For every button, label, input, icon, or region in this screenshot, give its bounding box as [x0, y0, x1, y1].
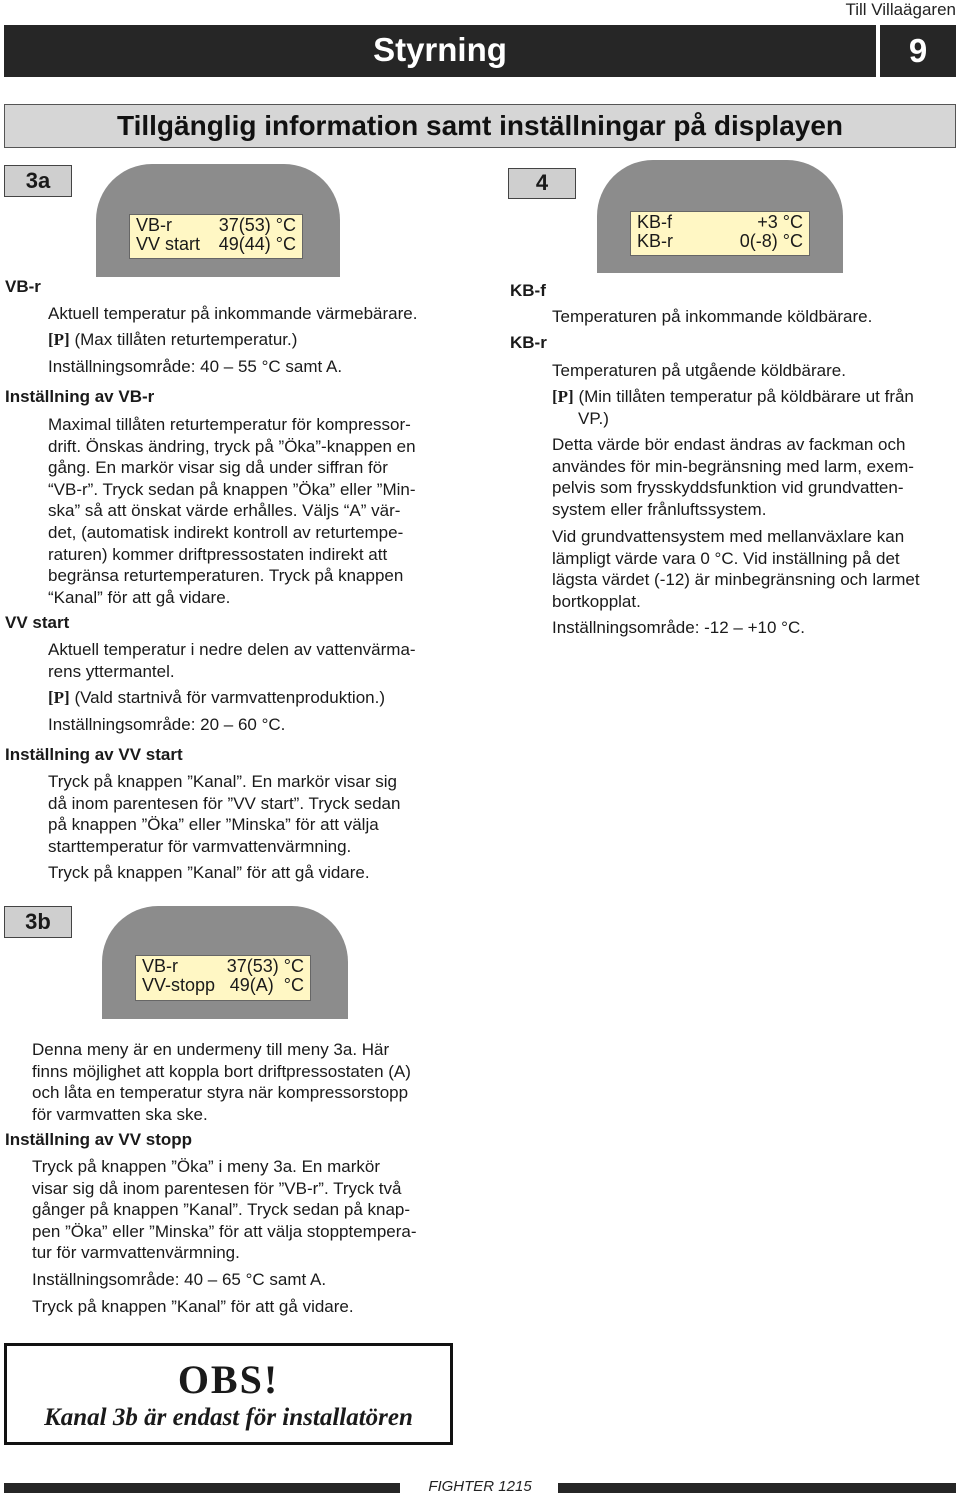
text-line: och låta en temperatur styra när kompressorstopp	[32, 1083, 409, 1103]
display-panel-3a	[96, 164, 340, 277]
text-line: drift. Önskas ändring, tryck på ”Öka”-knappen en	[48, 436, 416, 456]
page-title: Styrning	[373, 31, 507, 68]
kbr-description: Temperaturen på utgående köldbärare.	[552, 361, 846, 380]
text-line: Denna meny är en undermeny till meny 3a. Här	[32, 1040, 390, 1059]
heading-kbf: KB-f	[510, 281, 546, 300]
lcd-screen-4	[630, 211, 810, 256]
text-line: Aktuell temperatur i nedre delen av vattenvärma-	[48, 640, 416, 659]
text-line: gånger på knappen ”Kanal”. Tryck sedan på knap-	[32, 1200, 411, 1220]
text-line: då inom parentesen för ”VV start”. Tryck sedan	[48, 793, 401, 813]
footer-model: FIGHTER 1215	[410, 1478, 550, 1495]
text-line: gång. En markör visar sig då under siffran för	[48, 458, 388, 478]
text-line: Vid grundvattensystem med mellanväxlare kan	[552, 527, 905, 546]
text-line: tur för varmvattenvärmning.	[32, 1243, 240, 1263]
text-line: Maximal tillåten returtemperatur för kompressor-	[48, 415, 411, 434]
parameter-mark: [P]	[48, 330, 70, 349]
text-line: begränsa returtemperaturen. Tryck på knappen	[48, 566, 404, 586]
kbr-parameter-text-cont: VP.)	[578, 408, 609, 428]
text-line: pelvis som frysskyddsfunktion vid grundvatten-	[552, 478, 904, 498]
lcd-screen-3a	[129, 214, 303, 259]
lcd-row2-name: KB-r	[637, 231, 673, 251]
text-line: Tryck på knappen ”Kanal”. En markör visar sig	[48, 772, 397, 791]
vv-stopp-range: Inställningsområde: 40 – 65 °C samt A.	[32, 1270, 327, 1289]
lcd-row2-value: 49(44) °C	[218, 234, 296, 254]
text-line: lägsta värdet (-12) är minbegränsning och larmet	[552, 570, 920, 590]
text-line: pen ”Öka” eller ”Minska” för att välja stopptempera-	[32, 1221, 417, 1241]
lcd-row1-name: VB-r	[142, 956, 178, 976]
text-line: Tryck på knappen ”Öka” i meny 3a. En markör	[32, 1157, 381, 1176]
footer-bar-right	[558, 1483, 956, 1493]
kbr-groundwater-text	[552, 526, 957, 612]
set-vv-stopp-text	[32, 1156, 454, 1264]
section-3b-intro	[32, 1039, 454, 1125]
lcd-row1-name: KB-f	[637, 212, 673, 232]
text-line: visar sig då inom parentesen för ”VB-r”. Tryck två	[32, 1178, 402, 1198]
vv-start-parameter-text: (Vald startnivå för varmvattenproduktion.)	[69, 688, 385, 707]
vbr-parameter-text: (Max tillåten returtemperatur.)	[69, 330, 298, 349]
text-line: starttemperatur för varmvattenvärmning.	[48, 836, 352, 856]
text-line: Detta värde bör endast ändras av fackman och	[552, 435, 906, 454]
text-line: raturen) kommer driftpressostaten indirekt att	[48, 544, 388, 564]
text-line: “Kanal” för att gå vidare.	[48, 587, 231, 607]
text-line: system eller frånluftssystem.	[552, 499, 767, 519]
footer-bar-left	[4, 1483, 400, 1493]
lcd-row2-value: 49(A) °C	[229, 975, 304, 995]
page-number: 9	[880, 25, 956, 77]
text-line: ska” så att önskat värde erhålles. Väljs “A” vär-	[48, 501, 401, 521]
set-vv-start-text	[48, 771, 452, 857]
text-line: lämpligt värde vara 0 °C. Vid inställning på det	[552, 548, 900, 568]
display-panel-4	[597, 160, 843, 273]
vv-start-parameter-note	[48, 687, 458, 709]
obs-text: Kanal 3b är endast för installatören	[44, 1404, 413, 1431]
text-line: rens yttermantel.	[48, 661, 175, 681]
text-line: användes för min-begränsning med larm, exem-	[552, 456, 914, 476]
heading-set-vv-start: Inställning av VV start	[5, 745, 183, 764]
text-line: bortkopplat.	[552, 591, 641, 611]
heading-kbr: KB-r	[510, 333, 547, 352]
vbr-description: Aktuell temperatur på inkommande värmebärare.	[48, 304, 418, 323]
set-vv-start-next: Tryck på knappen ”Kanal” för att gå vidare.	[48, 863, 370, 882]
obs-notice	[4, 1343, 453, 1445]
text-line: “VB-r”. Tryck sedan på knappen ”Öka” eller ”Min-	[48, 479, 416, 499]
lcd-row1-value: 37(53) °C	[226, 956, 304, 976]
lcd-row1-value: 37(53) °C	[218, 215, 296, 235]
parameter-mark: [P]	[48, 688, 70, 707]
kbr-parameter-text: (Min tillåten temperatur på köldbärare ut från	[573, 387, 914, 406]
vv-start-range: Inställningsområde: 20 – 60 °C.	[48, 715, 286, 734]
lcd-row2-name: VV-stopp	[142, 975, 216, 995]
heading-set-vbr: Inställning av VB-r	[5, 387, 155, 406]
menu-label-3b: 3b	[4, 906, 72, 938]
heading-vv-start: VV start	[5, 613, 70, 632]
text-line: det, (automatisk indirekt kontroll av returtempe-	[48, 522, 404, 542]
kbr-parameter-note	[552, 386, 957, 429]
vbr-parameter-note	[48, 329, 458, 351]
kbf-description: Temperaturen på inkommande köldbärare.	[552, 307, 873, 326]
audience-label: Till Villaägaren	[845, 0, 956, 19]
parameter-mark: [P]	[552, 387, 574, 406]
obs-title: OBS!	[177, 1357, 280, 1402]
title-bar	[4, 25, 876, 77]
text-line: finns möjlighet att koppla bort driftpressostaten (A)	[32, 1061, 411, 1081]
menu-label-4: 4	[508, 168, 576, 199]
lcd-row2-name: VV start	[136, 234, 201, 254]
heading-vbr: VB-r	[5, 277, 41, 296]
vv-stopp-next: Tryck på knappen ”Kanal” för att gå vidare.	[32, 1297, 354, 1316]
text-line: för varmvatten ska ske.	[32, 1104, 208, 1124]
menu-label-3a: 3a	[4, 165, 72, 197]
display-panel-3b	[102, 906, 348, 1019]
kbr-range: Inställningsområde: -12 – +10 °C.	[552, 618, 805, 637]
vv-start-description	[48, 639, 458, 682]
lcd-row1-name: VB-r	[136, 215, 172, 235]
kbr-usage-text	[552, 434, 957, 520]
page-subtitle: Tillgänglig information samt inställningar på displayen	[4, 104, 956, 148]
vbr-range: Inställningsområde: 40 – 55 °C samt A.	[48, 357, 343, 376]
set-vbr-text	[48, 414, 452, 608]
lcd-row1-value: +3 °C	[757, 212, 803, 232]
lcd-row2-value: 0(-8) °C	[739, 231, 803, 251]
lcd-screen-3b	[135, 955, 311, 1001]
text-line: på knappen ”Öka” eller ”Minska” för att välja	[48, 815, 379, 835]
heading-set-vv-stopp: Inställning av VV stopp	[5, 1130, 193, 1149]
